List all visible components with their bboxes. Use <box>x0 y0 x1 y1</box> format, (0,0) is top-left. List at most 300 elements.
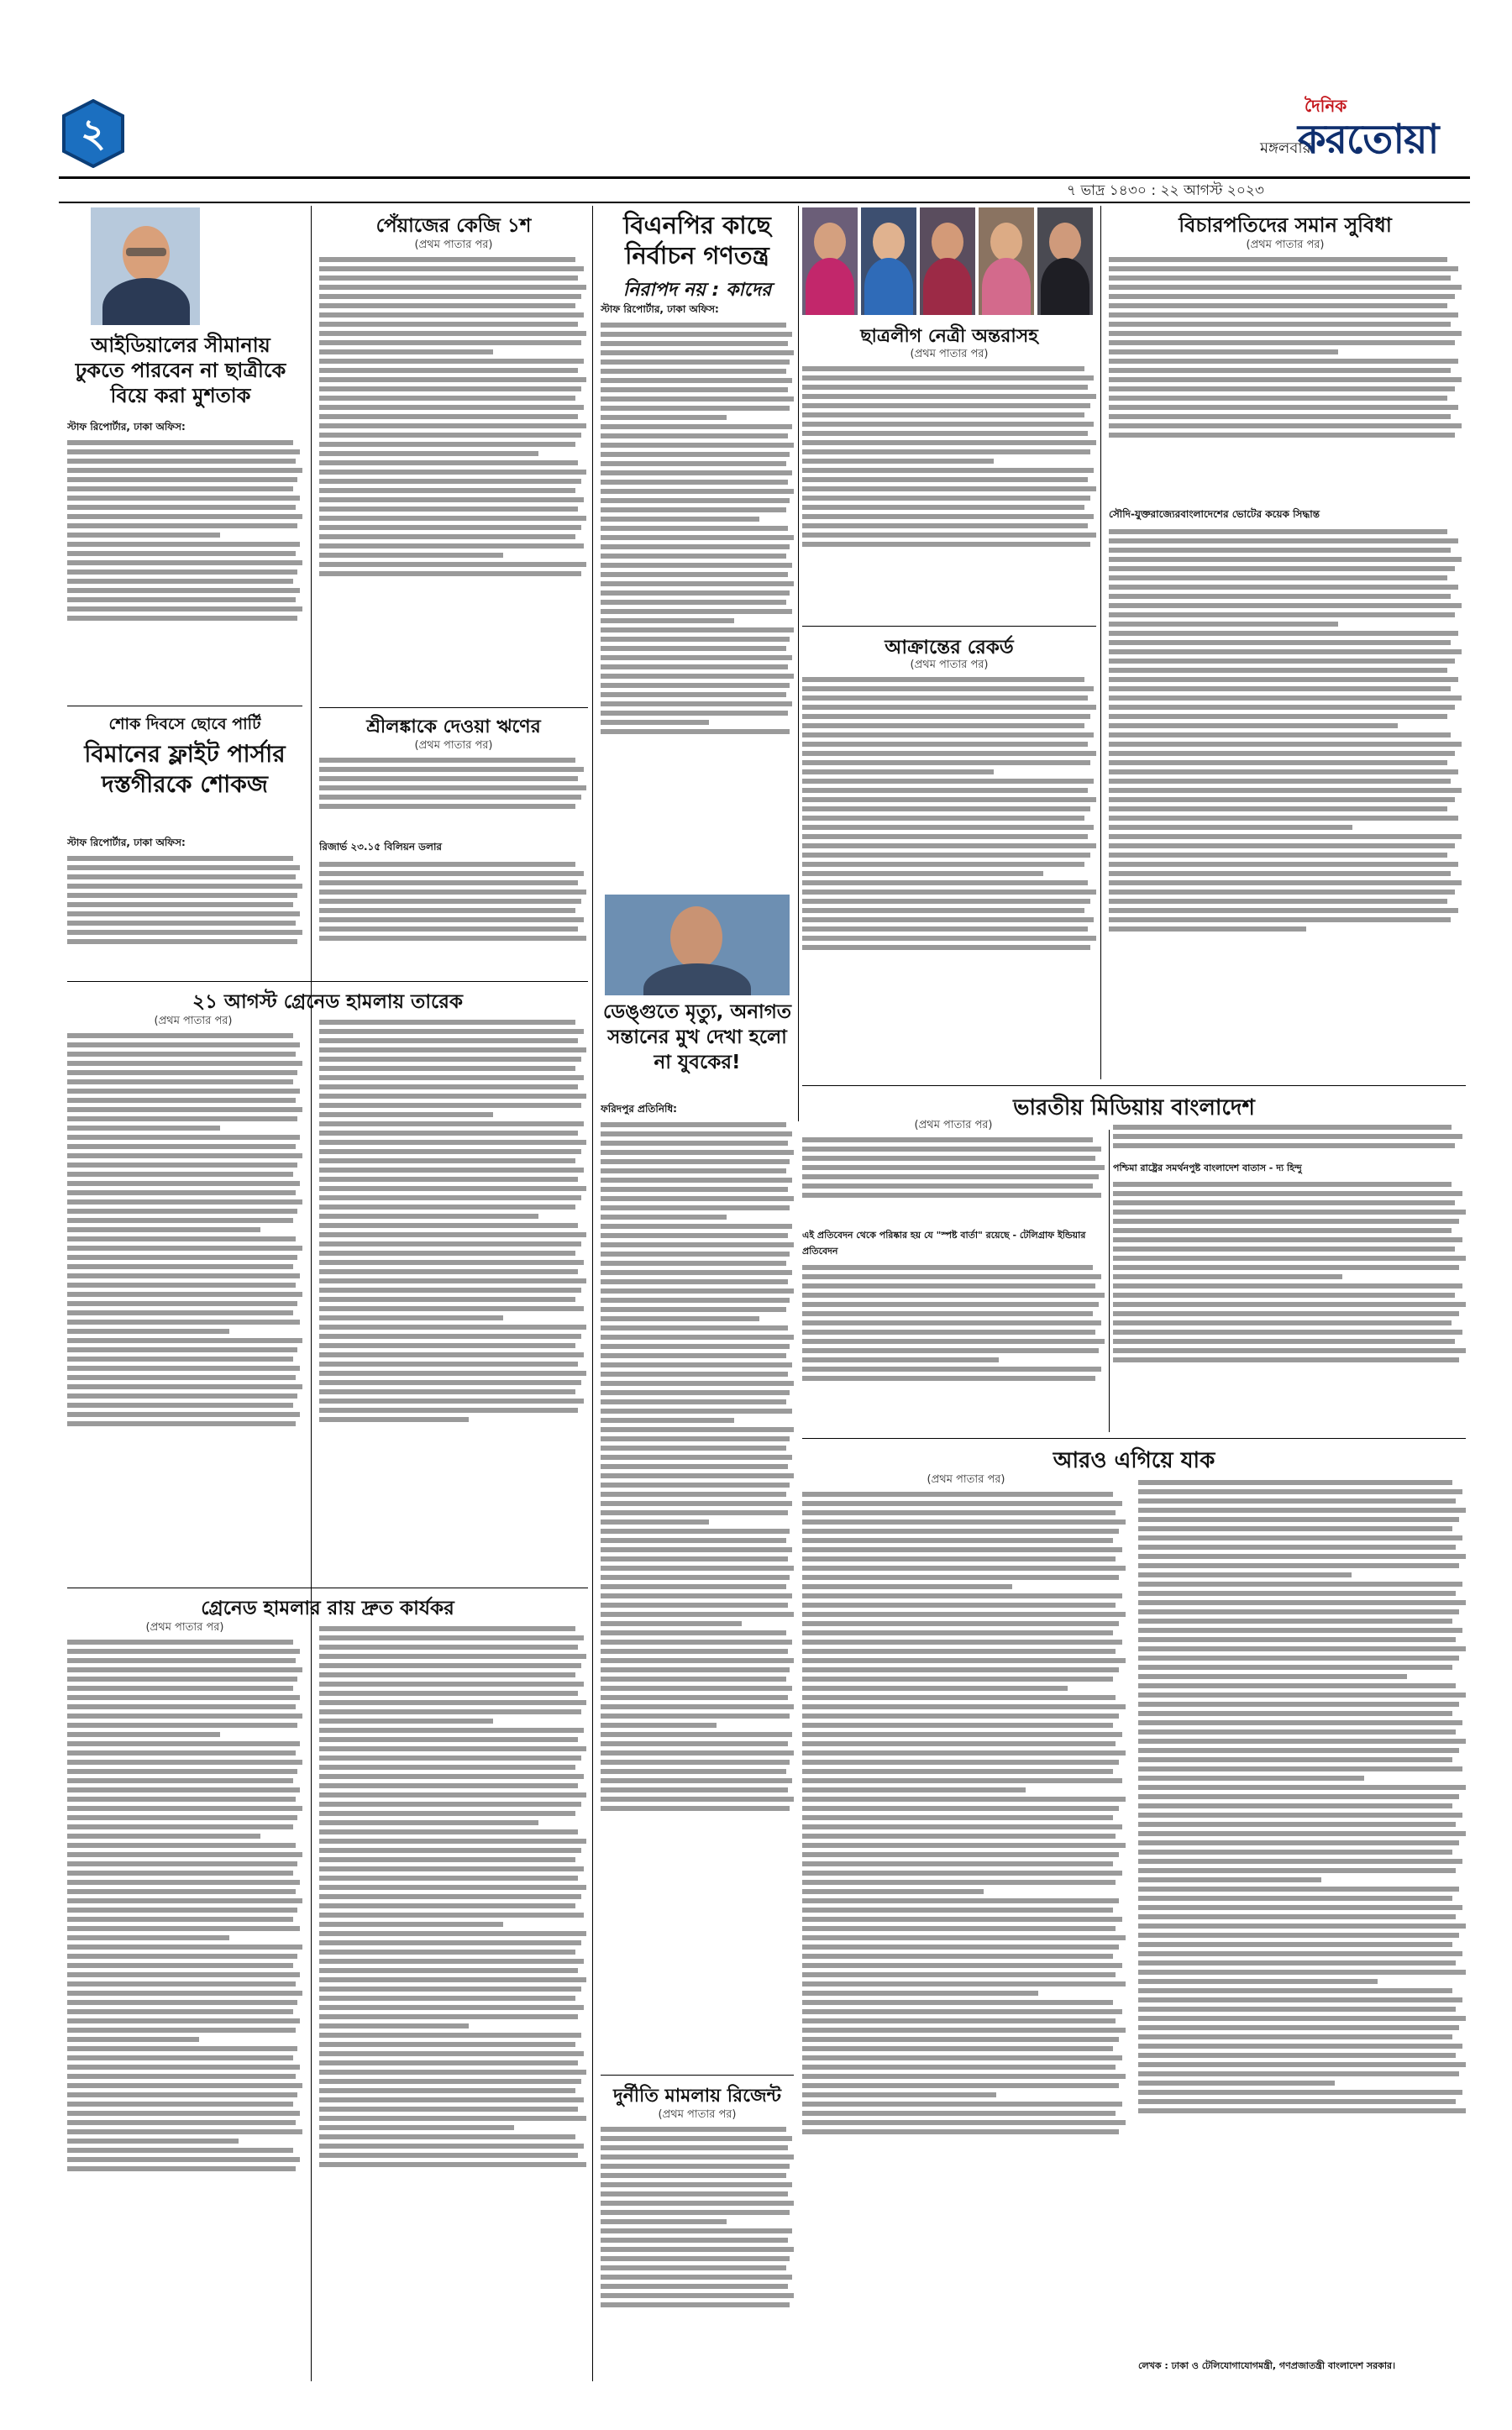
text-line <box>1138 1619 1452 1624</box>
text-line <box>601 1519 709 1525</box>
article-body <box>67 836 302 974</box>
text-line <box>67 2018 300 2023</box>
text-line <box>802 1954 1113 1959</box>
text-line <box>67 514 302 519</box>
text-line <box>319 359 584 364</box>
author-footer: লেখক : ঢাকা ও টেলিযোগাযোগমন্ত্রী, গণপ্রজাতন্ত্রী বাংলাদেশ সরকার। <box>1138 2360 1396 2371</box>
text-line <box>1109 834 1462 839</box>
text-line <box>319 257 575 262</box>
text-line <box>802 2037 1119 2042</box>
text-line <box>802 2074 1126 2079</box>
text-line <box>1109 276 1451 281</box>
text-line <box>319 1922 503 1927</box>
text-line <box>67 1061 302 1066</box>
text-line <box>319 1094 586 1099</box>
text-line <box>319 1968 578 1973</box>
text-line <box>802 714 1090 719</box>
text-line <box>802 834 1088 839</box>
body-text-lines <box>802 1134 1105 1226</box>
text-line <box>319 543 584 548</box>
text-line <box>601 1695 788 1700</box>
text-line <box>601 581 794 586</box>
text-line <box>319 1075 584 1080</box>
text-line <box>1113 1143 1455 1148</box>
text-line <box>67 1945 302 1950</box>
text-line <box>802 1302 1099 1307</box>
text-line <box>319 926 578 932</box>
text-line <box>1109 538 1458 543</box>
text-line <box>319 312 584 318</box>
text-line <box>1113 1283 1462 1288</box>
text-line <box>67 551 296 556</box>
text-line <box>601 609 792 614</box>
text-line <box>319 553 503 558</box>
text-line <box>601 1686 792 1691</box>
text-line <box>319 1251 575 1256</box>
body-text-lines <box>67 1636 302 2375</box>
text-line <box>319 2125 514 2130</box>
text-line <box>601 1168 786 1173</box>
text-line <box>319 2153 578 2158</box>
text-line <box>802 926 1088 932</box>
text-line <box>319 516 586 521</box>
column-divider <box>798 206 799 1121</box>
text-line <box>802 1880 1116 1885</box>
text-line <box>601 1630 786 1635</box>
text-line <box>1138 2081 1335 2086</box>
text-line <box>319 2088 575 2093</box>
byline: ফরিদপুর প্রতিনিধি: <box>601 1103 677 1115</box>
text-line <box>802 1917 1122 1922</box>
text-line <box>1109 917 1451 922</box>
text-line <box>601 1316 759 1321</box>
article-body <box>319 254 586 703</box>
kicker: (প্রথম পাতার পর) <box>414 239 493 251</box>
text-line <box>1138 1942 1452 1947</box>
text-line <box>1138 1960 1456 1966</box>
body-text-lines <box>601 319 794 890</box>
text-line <box>601 1261 786 1266</box>
column-divider <box>1109 1130 1110 1432</box>
text-line <box>1109 575 1447 580</box>
text-line <box>601 1529 790 1534</box>
text-line <box>1138 1748 1459 1753</box>
text-line <box>319 2144 584 2149</box>
headline: শ্রীলঙ্কাকে দেওয়া ঋণের <box>366 716 541 737</box>
text-line <box>67 1963 293 1968</box>
text-line <box>67 1658 296 1663</box>
text-line <box>802 2018 1116 2023</box>
brand-small: দৈনিক <box>1305 96 1347 116</box>
text-line <box>802 723 1084 728</box>
text-line <box>802 1274 1101 1279</box>
text-line <box>1109 594 1451 599</box>
text-line <box>1113 1246 1455 1252</box>
text-line <box>1138 1609 1459 1614</box>
text-line <box>319 2134 575 2139</box>
text-line <box>67 1357 293 1362</box>
text-line <box>319 1737 578 1742</box>
text-line <box>67 496 300 501</box>
text-line <box>601 674 794 679</box>
text-line <box>319 285 586 290</box>
text-line <box>319 442 575 447</box>
text-line <box>67 2166 296 2171</box>
text-line <box>1113 1357 1459 1362</box>
text-line <box>802 477 1088 482</box>
text-line <box>601 646 786 651</box>
section-rule <box>319 707 588 708</box>
text-line <box>802 1750 1126 1756</box>
text-line <box>319 1848 581 1853</box>
text-line <box>1138 1776 1364 1781</box>
text-line <box>601 1575 790 1580</box>
text-line <box>67 939 297 944</box>
text-line <box>1109 806 1447 811</box>
text-line <box>1109 705 1455 710</box>
text-line <box>802 431 1088 436</box>
text-line <box>67 2120 296 2125</box>
text-line <box>1138 1508 1466 1513</box>
text-line <box>67 1954 297 1959</box>
text-line <box>67 1283 296 1288</box>
text-line <box>802 2065 1116 2070</box>
text-line <box>319 1334 581 1339</box>
text-line <box>601 2145 788 2150</box>
column-divider <box>592 206 593 2381</box>
page-number-badge <box>59 99 128 168</box>
text-line <box>802 732 1094 737</box>
text-line <box>601 1335 794 1340</box>
text-line <box>67 2129 302 2134</box>
text-line <box>319 1626 575 1631</box>
text-line <box>802 366 1084 371</box>
text-line <box>802 1797 1126 1802</box>
text-line <box>802 1806 1119 1811</box>
text-line <box>319 2051 584 2056</box>
text-line <box>601 1621 742 1626</box>
person-photo <box>1037 207 1093 315</box>
text-line <box>319 1728 584 1733</box>
text-line <box>319 2107 578 2112</box>
text-line <box>319 2162 586 2167</box>
text-line <box>1138 1600 1466 1605</box>
text-line <box>67 1033 293 1038</box>
text-line <box>802 1184 1093 1189</box>
text-line <box>802 742 1088 747</box>
text-line <box>319 776 578 781</box>
text-line <box>319 1140 586 1145</box>
article-body <box>67 420 302 697</box>
masthead-rule <box>59 176 1470 179</box>
text-line <box>319 506 578 512</box>
text-line <box>601 1584 786 1589</box>
text-line <box>1113 1182 1452 1187</box>
text-line <box>67 884 302 889</box>
text-line <box>67 893 297 898</box>
text-line <box>67 1640 293 1645</box>
text-line <box>802 1935 1126 1940</box>
text-line <box>601 1492 786 1497</box>
text-line <box>601 2302 790 2307</box>
text-line <box>1109 908 1458 913</box>
text-line <box>802 880 1088 885</box>
text-line <box>67 1972 300 1977</box>
text-line <box>67 1834 260 1839</box>
text-line <box>1138 1739 1466 1744</box>
headline: বিচারপতিদের সমান সুবিধা <box>1179 213 1392 237</box>
text-line <box>802 862 1084 867</box>
text-line <box>67 2139 239 2144</box>
text-line <box>1138 1582 1462 1587</box>
text-line <box>67 921 296 926</box>
text-line <box>601 1677 786 1682</box>
text-line <box>67 1889 296 1894</box>
text-line <box>601 1787 788 1792</box>
text-line <box>319 1635 584 1640</box>
text-line <box>67 1153 302 1158</box>
text-line <box>1138 2062 1466 2067</box>
text-line <box>67 1320 300 1325</box>
text-line <box>67 1926 300 1931</box>
text-line <box>1138 1859 1462 1864</box>
text-line <box>601 1233 788 1238</box>
text-line <box>1138 2007 1456 2012</box>
text-line <box>319 1950 575 1955</box>
text-line <box>319 1774 584 1779</box>
text-line <box>601 1455 792 1460</box>
text-line <box>1138 1702 1459 1707</box>
text-line <box>319 1389 575 1394</box>
body-text-lines <box>1109 526 1462 1077</box>
text-line <box>319 1959 584 1964</box>
text-line <box>67 1375 296 1380</box>
text-line <box>1138 1498 1456 1504</box>
text-line <box>802 1695 1116 1700</box>
text-line <box>802 751 1096 756</box>
text-line <box>319 294 581 299</box>
text-line <box>67 1089 300 1094</box>
text-line <box>601 1436 790 1441</box>
text-line <box>319 1977 586 1982</box>
text-line <box>67 1412 300 1417</box>
text-line <box>802 1165 1105 1170</box>
text-line <box>601 1122 786 1127</box>
text-line <box>601 1399 786 1404</box>
text-line <box>67 1852 302 1857</box>
text-line <box>802 2120 1126 2125</box>
text-line <box>1109 331 1462 336</box>
text-line <box>1109 312 1458 318</box>
text-line <box>1113 1320 1452 1325</box>
text-line <box>1138 1766 1462 1771</box>
text-line <box>601 1741 788 1746</box>
article-body <box>319 1623 586 2375</box>
text-line <box>802 1981 1126 1987</box>
text-line <box>1113 1125 1452 1130</box>
text-line <box>802 440 1096 445</box>
headline: গ্রেনেড হামলার রায় দ্রুত কার্যকর <box>201 1598 454 1619</box>
text-line <box>319 1894 581 1899</box>
text-line <box>601 1344 790 1349</box>
text-line <box>67 1898 302 1903</box>
text-line <box>601 1473 794 1478</box>
text-line <box>1138 1637 1456 1642</box>
text-line <box>1138 1693 1466 1698</box>
text-line <box>67 1824 293 1829</box>
text-line <box>319 479 581 484</box>
text-line <box>67 1981 296 1987</box>
byline: স্টাফ রিপোর্টার, ঢাকা অফিস: <box>67 837 186 848</box>
text-line <box>67 1935 229 1940</box>
body-text-lines <box>319 1623 586 2375</box>
text-line <box>601 517 759 522</box>
section-rule <box>802 1085 1466 1086</box>
text-line <box>601 1704 794 1709</box>
text-line <box>67 468 302 473</box>
issue-day: মঙ্গলবার <box>1260 139 1311 157</box>
text-line <box>802 917 1094 922</box>
text-line <box>67 1107 302 1112</box>
kicker: (প্রথম পাতার পর) <box>910 348 989 360</box>
text-line <box>319 340 581 345</box>
text-line <box>319 497 584 502</box>
text-line <box>67 1264 293 1269</box>
text-line <box>802 449 1090 454</box>
text-line <box>319 871 584 876</box>
text-line <box>1109 649 1462 654</box>
text-line <box>67 2157 300 2162</box>
text-line <box>67 2083 302 2088</box>
text-line <box>319 433 581 438</box>
text-line <box>601 2182 792 2187</box>
text-line <box>802 1723 1113 1728</box>
text-line <box>319 758 575 763</box>
text-line <box>802 1769 1113 1774</box>
text-line <box>319 1746 586 1751</box>
headline: শোক দিবসে ছোবে পার্টি <box>108 715 261 733</box>
text-line <box>67 1815 297 1820</box>
text-line <box>67 1797 296 1802</box>
text-line <box>1109 742 1462 747</box>
text-line <box>601 1187 788 1192</box>
text-line <box>601 489 794 494</box>
text-line <box>319 1103 581 1108</box>
text-line <box>802 677 1084 682</box>
text-line <box>601 1372 788 1377</box>
body-text-lines <box>1138 1477 1466 2354</box>
body-text-lines <box>67 853 302 974</box>
text-line <box>1113 1302 1466 1307</box>
text-line <box>319 1700 586 1705</box>
text-line <box>802 1376 1095 1381</box>
text-line <box>319 1223 578 1228</box>
text-line <box>319 1987 581 1992</box>
text-line <box>67 2074 296 2079</box>
text-line <box>1138 1554 1466 1559</box>
text-line <box>1138 1914 1456 1919</box>
text-line <box>319 1362 578 1367</box>
text-line <box>67 1301 297 1306</box>
text-line <box>802 1704 1126 1709</box>
headline: দুর্নীতি মামলায় রিজেন্ট <box>613 2086 781 2107</box>
text-line <box>601 396 794 402</box>
text-line <box>67 1421 296 1426</box>
text-line <box>1109 880 1462 885</box>
text-line <box>601 1131 792 1136</box>
text-line <box>601 1760 790 1765</box>
text-line <box>319 396 575 401</box>
highlight: পশ্চিমা রাষ্ট্রের সমর্থনপুষ্ট বাংলাদেশ বাতাস - দ্য হিন্দু <box>1113 1163 1302 1173</box>
text-line <box>601 415 727 420</box>
kicker: (প্রথম পাতার পর) <box>145 1621 224 1634</box>
text-line <box>319 2042 575 2047</box>
text-line <box>1109 266 1458 271</box>
text-line <box>1138 1979 1378 1984</box>
text-line <box>1138 1997 1462 2002</box>
body-text-lines <box>1113 1178 1466 1428</box>
text-line <box>1138 1656 1459 1661</box>
text-line <box>601 701 792 706</box>
text-line <box>802 705 1096 710</box>
text-line <box>802 1575 1119 1580</box>
text-line <box>601 1381 794 1386</box>
text-line <box>67 2046 297 2051</box>
text-line <box>802 385 1088 390</box>
text-line <box>319 1802 581 1807</box>
text-line <box>802 1320 1101 1325</box>
text-line <box>67 1677 297 1682</box>
text-line <box>601 498 790 503</box>
text-line <box>601 1353 786 1358</box>
text-line <box>802 1630 1113 1635</box>
text-line <box>802 1787 1026 1792</box>
text-line <box>601 664 788 669</box>
text-line <box>601 1150 794 1155</box>
kicker: (প্রথম পাতার পর) <box>910 659 989 671</box>
text-line <box>67 2092 297 2097</box>
text-line <box>802 523 1088 528</box>
text-line <box>67 1181 300 1186</box>
photo-strip <box>802 207 1096 317</box>
text-line <box>802 1991 1038 1996</box>
text-line <box>319 2023 469 2028</box>
text-line <box>67 1172 293 1177</box>
text-line <box>802 1852 1119 1857</box>
text-line <box>802 1603 1116 1608</box>
text-line <box>601 590 790 596</box>
text-line <box>802 1871 1122 1876</box>
text-line <box>601 1270 792 1275</box>
text-line <box>67 1393 297 1399</box>
text-line <box>601 1427 794 1432</box>
text-line <box>67 533 220 538</box>
text-line <box>1109 359 1458 364</box>
text-line <box>67 1741 300 1746</box>
text-line <box>601 1640 792 1645</box>
text-line <box>67 477 297 482</box>
text-line <box>601 1215 727 1220</box>
text-line <box>67 1778 293 1783</box>
text-line <box>802 1824 1122 1829</box>
text-line <box>67 1199 302 1205</box>
text-line <box>319 1232 586 1237</box>
text-line <box>319 1792 586 1798</box>
person-photo <box>91 207 200 325</box>
body-text-lines <box>319 1016 586 1579</box>
text-line <box>319 349 493 354</box>
text-line <box>601 1612 794 1617</box>
